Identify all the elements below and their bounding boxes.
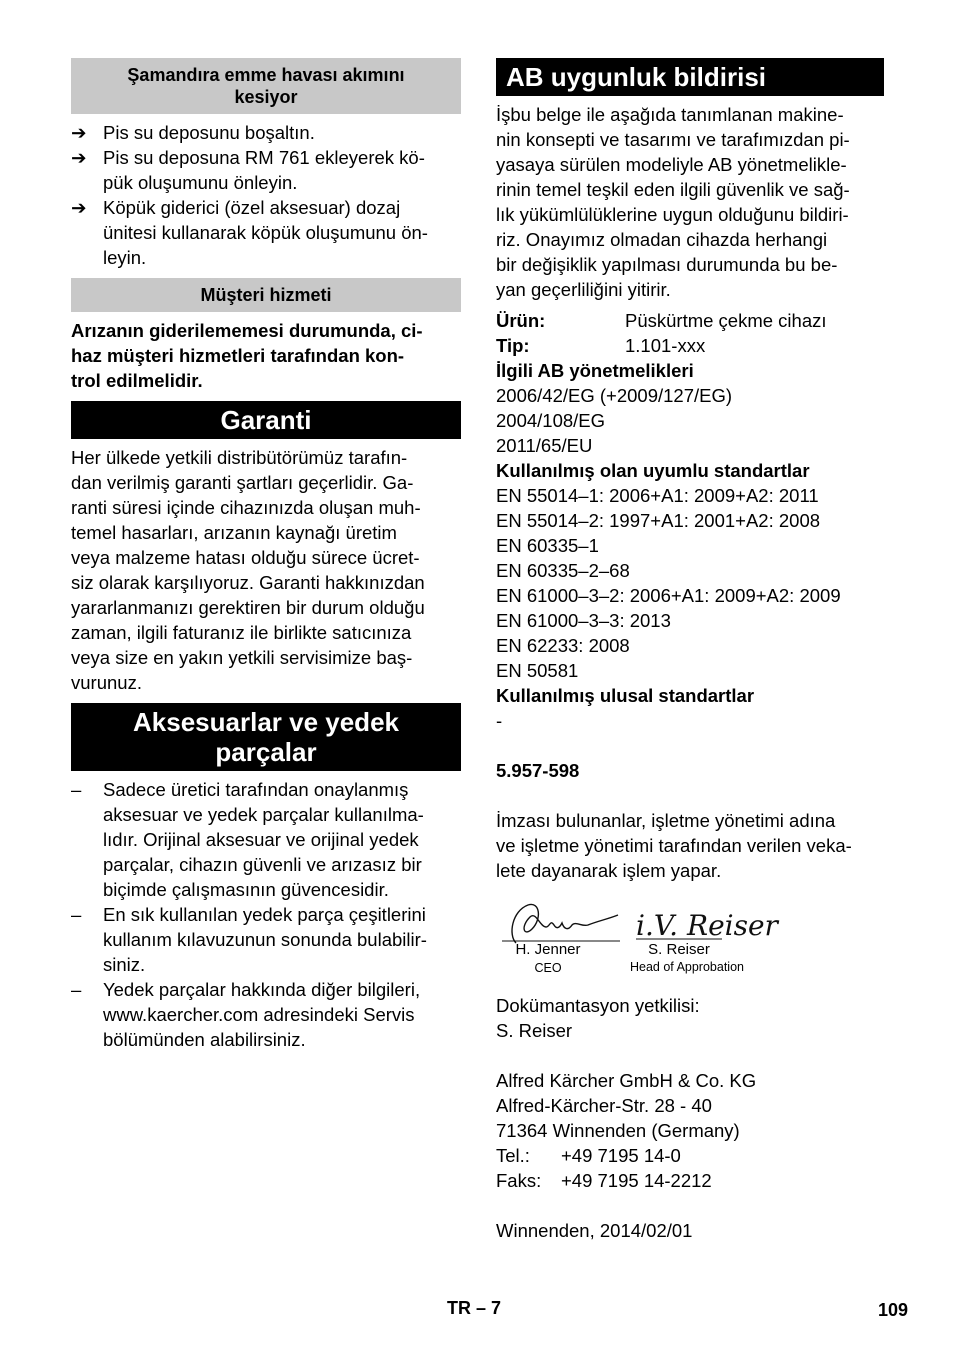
tel-row	[496, 1143, 884, 1168]
directive-item: 2004/108/EG	[496, 410, 606, 431]
list-item	[71, 977, 461, 1052]
national-heading: Kullanılmış ulusal standartlar	[496, 685, 755, 706]
document-number: 5.957-598	[496, 760, 580, 781]
list-item	[71, 902, 461, 977]
arrow-icon: ➔	[71, 197, 87, 218]
signature-block	[496, 895, 884, 979]
float-heading: Şamandıra emme havası akımını kesiyor	[71, 58, 461, 114]
page-number: 109	[878, 1300, 909, 1320]
standard-item: EN 61000–3–3: 2013	[496, 610, 671, 631]
type-row	[496, 333, 884, 358]
list-item	[71, 120, 461, 145]
type-label: Tip:	[496, 335, 530, 356]
item-text: Sadece üretici tarafından onaylanmış aksesuar ve yedek parçalar kullanılma- lıdır. Orijinal aksesuar ve orijinal yedek parçalar, cihazın güvenli ve arızasız bir biçimde çalışmasının güvencesidir.	[103, 779, 424, 900]
right-column	[496, 58, 884, 1243]
standard-item: EN 62233: 2008	[496, 635, 630, 656]
product-label: Ürün:	[496, 310, 546, 331]
arrow-icon: ➔	[71, 122, 87, 143]
parts-heading: Aksesuarlar ve yedek parçalar	[71, 703, 461, 771]
conformity-intro: İşbu belge ile aşağıda tanımlanan makine- nin konsepti ve tasarımı ve tarafımızdan pi- yasaya sürülen modeliyle AB yönetmelikle- rinin temel teşkil eden ilgili güvenlik ve sağ- lık yükümlülüklerine uygun olduğunu bildiri- riz. Onayımız olmadan cihazda herhangi bir değişiklik yapılması durumunda bu be- yan geçerliliğini yitirir.	[496, 104, 850, 300]
arrow-icon: ➔	[71, 147, 87, 168]
float-steps	[71, 120, 461, 270]
signatories-text: İmzası bulunanlar, işletme yönetimi adına ve işletme yönetimi tarafından verilen veka- lete dayanarak işlem yapar.	[496, 810, 852, 881]
product-value: Püskürtme çekme cihazı	[625, 310, 827, 331]
signatory-1-role: CEO	[534, 961, 562, 975]
list-item	[71, 777, 461, 902]
dash-marker: –	[71, 904, 82, 925]
section-label: TR – 7	[447, 1298, 502, 1318]
directive-item: 2006/42/EG (+2009/127/EG)	[496, 385, 733, 406]
doc-rep-label: Dokümantasyon yetkilisi:	[496, 995, 700, 1016]
tel-label: Tel.:	[496, 1145, 530, 1166]
warranty-heading: Garanti	[71, 401, 461, 439]
standard-item: EN 61000–3–2: 2006+A1: 2009+A2: 2009	[496, 585, 841, 606]
step-text: Köpük giderici (özel aksesuar) dozaj ünitesi kullanarak köpük oluşumunu ön- leyin.	[103, 197, 428, 268]
item-text: En sık kullanılan yedek parça çeşitlerini kullanım kılavuzunun sonunda bulabilir- siniz.	[103, 904, 427, 975]
standard-item: EN 55014–2: 1997+A1: 2001+A2: 2008	[496, 510, 821, 531]
doc-rep-name: S. Reiser	[496, 1020, 573, 1041]
dash-marker: –	[71, 779, 82, 800]
parts-list	[71, 777, 461, 1052]
company-name: Alfred Kärcher GmbH & Co. KG	[496, 1070, 757, 1091]
harmonized-heading: Kullanılmış olan uyumlu standartlar	[496, 460, 810, 481]
national-value: -	[496, 710, 503, 731]
type-value: 1.101-xxx	[625, 335, 706, 356]
fax-value: +49 7195 14-2212	[561, 1170, 712, 1191]
company-city: 71364 Winnenden (Germany)	[496, 1120, 740, 1141]
left-column	[71, 58, 461, 1052]
service-heading: Müşteri hizmeti	[71, 278, 461, 312]
fax-label: Faks:	[496, 1170, 542, 1191]
step-text: Pis su deposuna RM 761 ekleyerek kö- pük oluşumunu önleyin.	[103, 147, 425, 193]
signatory-2-role: Head of Approbation	[630, 960, 744, 974]
fax-row	[496, 1168, 884, 1193]
signature-reiser	[634, 895, 778, 945]
item-text: Yedek parçalar hakkında diğer bilgileri, www.kaercher.com adresindeki Servis bölümünden alabilirsiniz.	[103, 979, 421, 1050]
service-text: Arızanın giderilememesi durumunda, ci- haz müşteri hizmetleri tarafından kon- trol edilmelidir.	[71, 320, 423, 391]
dash-marker: –	[71, 979, 82, 1000]
conformity-heading: AB uygunluk bildirisi	[496, 58, 884, 96]
step-text: Pis su deposunu boşaltın.	[103, 122, 315, 143]
signatory-1-name: H. Jenner	[515, 941, 581, 958]
signature-reiser-handwriting: i.V. Reiser	[636, 909, 778, 942]
standard-item: EN 60335–2–68	[496, 560, 630, 581]
list-item	[71, 195, 461, 270]
list-item	[71, 145, 461, 195]
signatory-2-name: S. Reiser	[648, 941, 710, 958]
standard-item: EN 55014–1: 2006+A1: 2009+A2: 2011	[496, 485, 819, 506]
directive-item: 2011/65/EU	[496, 435, 593, 456]
place-date: Winnenden, 2014/02/01	[496, 1220, 693, 1241]
company-street: Alfred-Kärcher-Str. 28 - 40	[496, 1095, 712, 1116]
product-row	[496, 308, 884, 333]
tel-value: +49 7195 14-0	[561, 1145, 681, 1166]
directives-heading: İlgili AB yönetmelikleri	[496, 360, 694, 381]
warranty-text: Her ülkede yetkili distribütörümüz tarafın- dan verilmiş garanti şartları geçerlidir. Ga- ranti süresi içinde cihazınızda oluşan muh- temel hasarları, arızanın kaynağı üretim veya malzeme hatası olduğu sürece ücret- siz olarak karşılıyoruz. Garanti hakkınızdan yararlanmanızı gerektiren bir durum olduğu zaman, ilgili faturanız ile birlikte satıcınıza veya size en yakın yetkili servisimize baş- vurunuz.	[71, 447, 425, 693]
standard-item: EN 60335–1	[496, 535, 599, 556]
standard-item: EN 50581	[496, 660, 579, 681]
